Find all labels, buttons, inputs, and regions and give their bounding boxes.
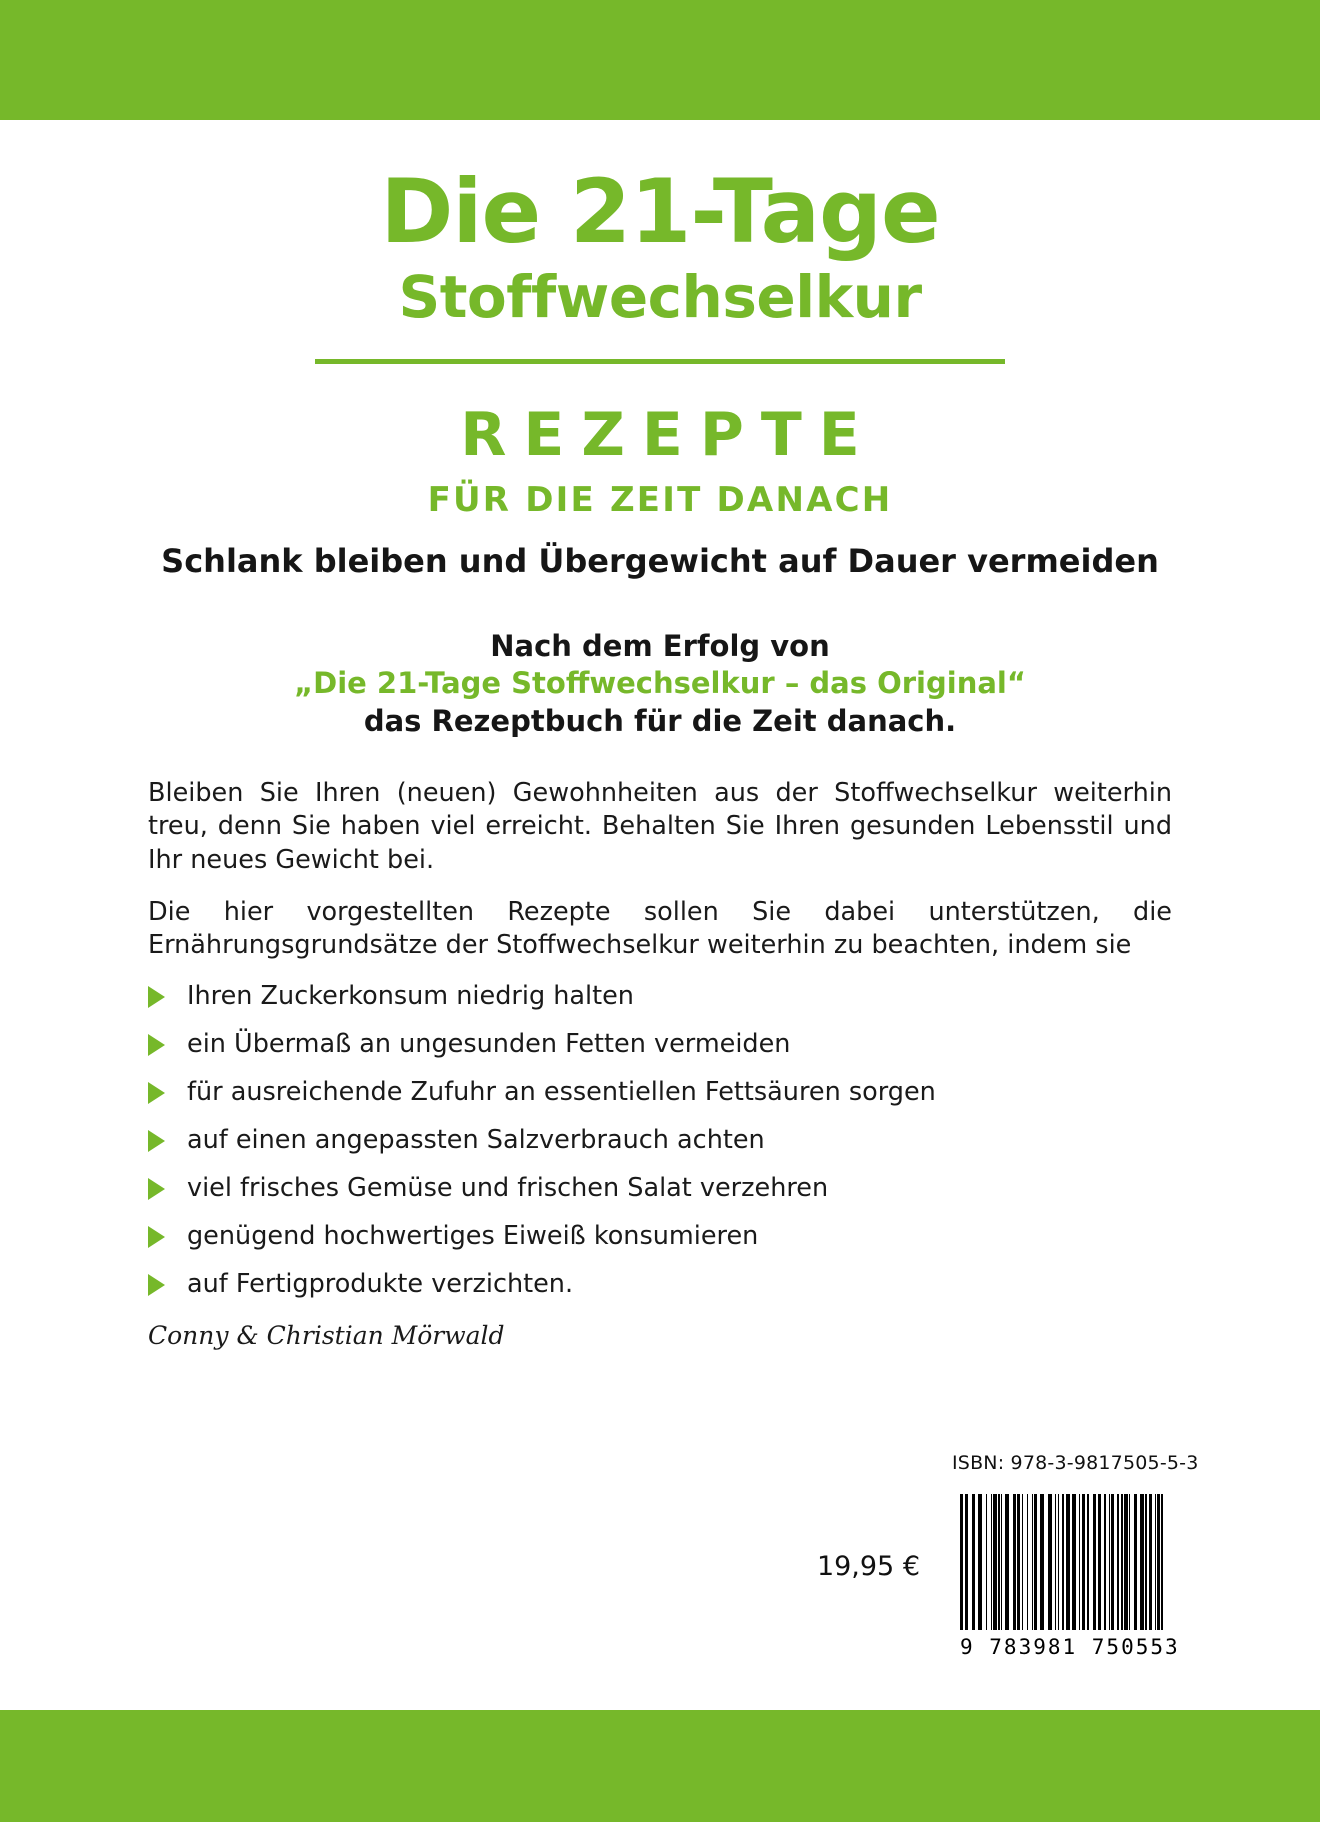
list-item-label: genügend hochwertiges Eiweiß konsumieren <box>187 1221 759 1252</box>
triangle-bullet-icon <box>148 1130 165 1152</box>
body-copy <box>148 777 1172 963</box>
list-item <box>148 1077 1172 1107</box>
barcode-bars <box>960 1494 1168 1630</box>
body-paragraph-1: Bleiben Sie Ihren (neuen) Gewohnheiten aus der Stoffwechselkur weiterhin treu, denn Sie haben viel erreicht. Behalten Sie Ihren gesunden Lebensstil und Ihr neues Gewicht bei. <box>148 777 1172 876</box>
top-green-band <box>0 0 1320 120</box>
triangle-bullet-icon <box>148 1226 165 1248</box>
list-item-label: ein Übermaß an ungesunden Fetten vermeiden <box>187 1029 791 1060</box>
bullet-list <box>148 981 1172 1299</box>
triangle-bullet-icon <box>148 1034 165 1056</box>
list-item-label: viel frisches Gemüse und frischen Salat verzehren <box>187 1173 829 1204</box>
author-signature: Conny & Christian Mörwald <box>148 1321 505 1351</box>
bottom-green-band <box>0 1710 1320 1822</box>
lead-block <box>0 628 1320 741</box>
lead-line-3: das Rezeptbuch für die Zeit danach. <box>363 704 957 739</box>
price-label: 19,95 € <box>816 1551 920 1582</box>
triangle-bullet-icon <box>148 1274 165 1296</box>
list-item-label: auf einen angepassten Salzverbrauch achten <box>187 1125 765 1156</box>
page-title: Die 21-Tage <box>380 160 940 263</box>
list-item-label: auf Fertigprodukte verzichten. <box>187 1269 574 1300</box>
lead-line-2: „Die 21-Tage Stoffwechselkur – das Original“ <box>294 666 1026 701</box>
title-divider <box>315 359 1005 364</box>
section-subtitle: FÜR DIE ZEIT DANACH <box>427 479 893 520</box>
list-item-label: Ihren Zuckerkonsum niedrig halten <box>187 981 634 1012</box>
list-item <box>148 1221 1172 1251</box>
page-subtitle: Stoffwechselkur <box>398 263 922 331</box>
isbn-label: ISBN: 978-3-9817505-5-3 <box>952 1452 1199 1474</box>
cover-claim: Schlank bleiben und Übergewicht auf Dauer vermeiden <box>161 541 1159 580</box>
list-item-label: für ausreichende Zufuhr an essentiellen Fettsäuren sorgen <box>187 1077 936 1108</box>
list-item <box>148 1173 1172 1203</box>
section-word: REZEPTE <box>460 399 877 470</box>
list-item <box>148 981 1172 1011</box>
barcode <box>948 1484 1180 1680</box>
triangle-bullet-icon <box>148 1178 165 1200</box>
list-item <box>148 1269 1172 1299</box>
list-item <box>148 1125 1172 1155</box>
title-block <box>0 120 1320 580</box>
triangle-bullet-icon <box>148 1082 165 1104</box>
body-paragraph-2: Die hier vorgestellten Rezepte sollen Sie dabei unterstützen, die Ernährungsgrundsätze der Stoffwechselkur weiterhin zu beachten, indem sie <box>148 896 1172 961</box>
list-item <box>148 1029 1172 1059</box>
triangle-bullet-icon <box>148 986 165 1008</box>
lead-line-1: Nach dem Erfolg von <box>490 628 830 663</box>
barcode-digits: 9 783981 750553 <box>960 1635 1180 1659</box>
